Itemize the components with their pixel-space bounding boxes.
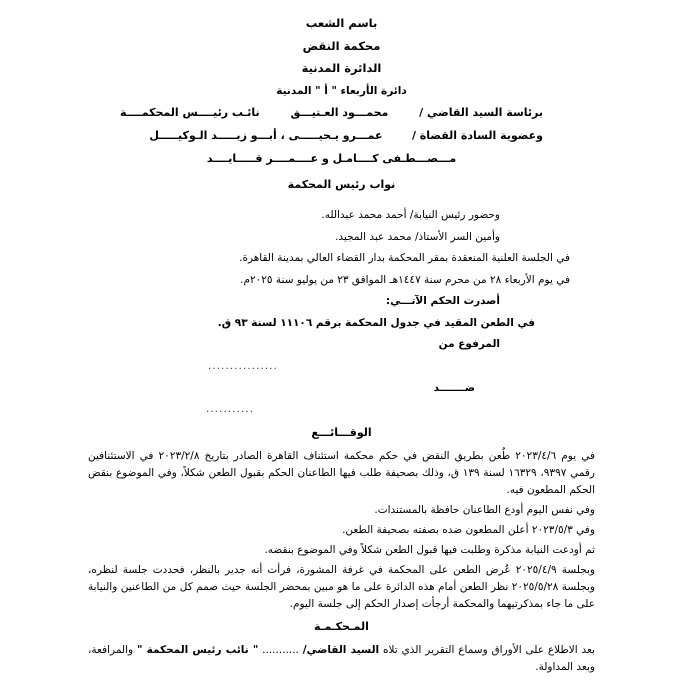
header-line-court-of-cassation: محكمة النقض [302, 38, 381, 53]
court-paragraph-suffix: والمرافعة، وبعد المداولة. [88, 644, 595, 673]
members-role-label: وعضوية السادة القضاة / [411, 129, 543, 142]
ruling-intro: أصدرت الحكم الآتـــي: [385, 295, 500, 307]
panel-title-vice-presidents: نواب رئيس المحكمة [287, 178, 396, 191]
facts-paragraph-1: في يوم ٢٠٢٣/٤/٦ طُعن بطريق النقض في حكم محكمة استئناف القاهرة الصادر بتاريخ ٢٠٢٣/٢/٨ في الاستئنافين رقمي ٩٣٩٧، ١٦٣٢٩ لسنة ١٣٩ ق، وذلك بصحيفة طلب فيها الطاعنان الحكم بقبول الطعن شكلاً، وفي الموضوع بنقض الحكم المطعون فيه. [88, 450, 595, 496]
against-label: ضـــــــد [433, 381, 475, 394]
facts-paragraph-5: وبجلسة ٢٠٢٥/٤/٩ عُرض الطعن على المحكمة في غرفة المشورة، فرأت أنه جدير بالنظر، فحددت جلسة لنظره، وبجلسة ٢٠٢٥/٥/٢٨ نظر الطعن أمام هذه الدائرة على ما هو مبين بمحضر الجلسة حيث صمم كل من الطاعنين والنيابة على ما جاء بمذكرتيهما والمحكمة أرجأت إصدار الحكم إلى جلسة اليوم. [88, 564, 595, 610]
panel-row-members-2 [0, 153, 683, 164]
president-title: نائـب رئيــــس المحكمــــة [120, 106, 260, 119]
filed-by-label: المرفوع من [438, 338, 500, 350]
members-names-line-1: عمـــرو يـحيـــــى ، أبـــو زيـــــد الـوكيـــــل [149, 129, 383, 142]
session-block [0, 210, 683, 676]
panel-row-president [0, 107, 683, 118]
header-line-civil-circuit: الدائرة المدنية [301, 61, 382, 75]
facts-paragraph-4: ثم أودعت النيابة مذكرة وطلبت فيها قبول الطعن شكلاً وفي الموضوع بنقضه. [264, 544, 595, 556]
judges-panel [0, 107, 683, 191]
court-paragraph-prefix: بعد الاطلاع على الأوراق وسماع التقرير الذي تلاه [379, 644, 595, 656]
court-heading: المـحكـمـة [314, 620, 369, 633]
facts-paragraph-2: وفي نفس اليوم أودع الطاعنان حافظة بالمستندات. [374, 504, 595, 516]
president-name: محمـــود العـتيـــق [290, 106, 389, 119]
filed-by-value: ................ [208, 360, 279, 372]
panel-row-members-1 [0, 130, 683, 141]
appeal-registration-line: في الطعن المقيد في جدول المحكمة برقم ١١١٠٦ لسنة ٩٣ ق. [217, 316, 535, 329]
court-paragraph-dots: ........... [258, 644, 303, 656]
court-paragraph [88, 642, 595, 676]
session-date: في يوم الأربعاء ٢٨ من محرم سنة ١٤٤٧هـ الموافق ٢٣ من يوليو سنة ٢٠٢٥م. [240, 273, 570, 286]
court-paragraph-judge-title: " نائب رئيس المحكمة " [136, 644, 259, 656]
attendance-prosecutor: وحضور رئيس النيابة/ أحمد محمد عبدالله. [321, 209, 500, 221]
header-line-wednesday-circuit: دائرة الأربعاء " أ " المدنية [276, 84, 407, 97]
court-paragraph-judge-label: السيد القاضي/ [302, 644, 380, 656]
document-header [0, 0, 683, 96]
facts-heading: الوقـــائـــع [311, 426, 372, 439]
attendance-secretary: وأمين السر الأستاذ/ محمد عبد المجيد. [335, 230, 500, 243]
facts-paragraph-3: وفي ٢٠٢٣/٥/٣ أعلن المطعون ضده بصفته بصحيفة الطعن. [342, 524, 595, 536]
session-location: في الجلسة العلنية المنعقدة بمقر المحكمة بدار القضاء العالي بمدينة القاهرة. [239, 252, 570, 264]
against-value: ........... [206, 404, 255, 415]
president-role-label: برئاسة السيد القاضي / [419, 106, 543, 119]
header-line-in-name-of-people: باسم الشعب [305, 16, 378, 30]
members-names-line-2: مـــصـــطـفى كــــامـل و عــــمــــر قـــــايــــد [206, 152, 457, 165]
